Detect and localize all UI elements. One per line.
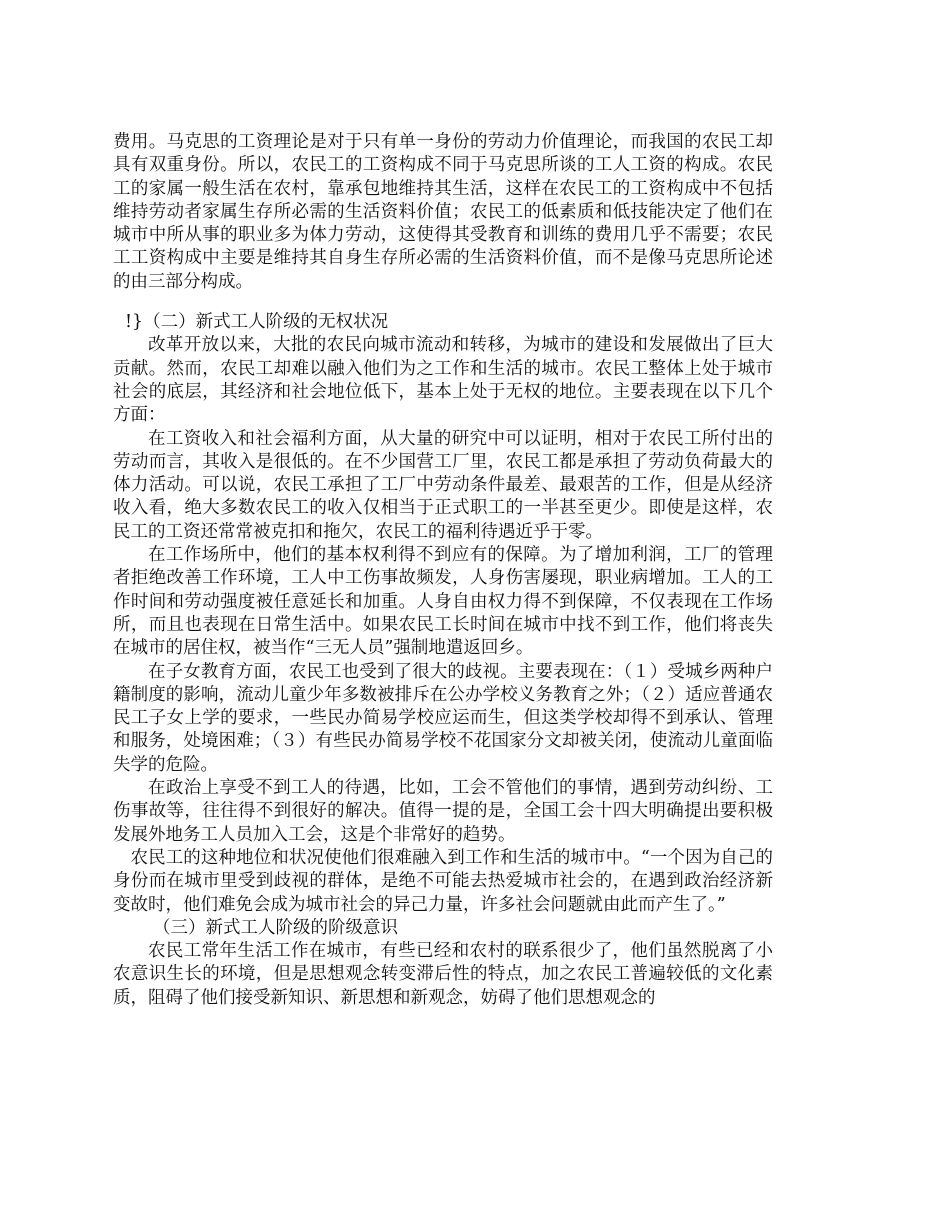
paragraph-wage-theory: 费用。马克思的工资理论是对于只有单一身份的劳动力价值理论，而我国的农民工却具有双重身份。所以，农民工的工资构成不同于马克思所谈的工人工资的构成。农民工的家属一般生活在农村，靠承包地维持其生活，这样在农民工的工资构成中不包括维持劳动者家属生存所必需的生活资料价值；农民工的低素质和低技能决定了他们在城市中所从事的职业多为体力劳动，这使得其受教育和训练的费用几乎不需要；农民工工资构成中主要是维持其自身生存所必需的生活资料价值，而不是像马克思所论述的由三部分构成。 [113, 132, 773, 292]
paragraph-workplace: 在工作场所中，他们的基本权利得不到应有的保障。为了增加利润，工厂的管理者拒绝改善工作环境，工人中工伤事故频发，人身伤害屡现，职业病增加。工人的工作时间和劳动强度被任意延长和加重。人身自由权力得不到保障，不仅表现在工作场所，而且也表现在日常生活中。如果农民工长时间在城市中找不到工作，他们将丧失在城市的居住权，被当作“三无人员”强制地遣返回乡。 [113, 545, 773, 659]
paragraph-child-education: 在子女教育方面，农民工也受到了很大的歧视。主要表现在：（１）受城乡两种户籍制度的影响，流动儿童少年多数被排斥在公办学校义务教育之外；（２）适应普通农民工子女上学的要求，一些民办简易学校应运而生，但这类学校却得不到承认、管理和服务，处境困难；（３）有些民办简易学校不花国家分文却被关闭，使流动儿童面临失学的危险。 [113, 661, 773, 775]
section-heading-class-consciousness: （三）新式工人阶级的阶级意识 [153, 917, 398, 938]
paragraph-integration: 农民工的这种地位和状况使他们很难融入到工作和生活的城市中。“一个因为自己的身份而在城市里受到歧视的群体，是绝不可能去热爱城市社会的，在遇到政治经济新变故时，他们难免会成为城市社会的异己力量，许多社会问题就由此而产生了。” [113, 847, 773, 915]
paragraph-peasant-consciousness: 农民工常年生活工作在城市，有些已经和农村的联系很少了，他们虽然脱离了小农意识生长的环境，但是思想观念转变滞后性的特点，加之农民工普遍较低的文化素质，阻碍了他们接受新知识、新思想和新观念，妨碍了他们思想观念的 [113, 941, 773, 1008]
section-heading-powerless: !}（二）新式工人阶级的无权状况 [125, 312, 389, 333]
paragraph-politics: 在政治上享受不到工人的待遇，比如，工会不管他们的事情，遇到劳动纠纷、工伤事故等，往往得不到很好的解决。值得一提的是，全国工会十四大明确提出要积极发展外地务工人员加入工会，这是个非常好的趋势。 [113, 778, 773, 845]
document-body [113, 131, 773, 1010]
paragraph-reform-intro: 改革开放以来，大批的农民向城市流动和转移，为城市的建设和发展做出了巨大贡献。然而，农民工却难以融入他们为之工作和生活的城市。农民工整体上处于城市社会的底层，其经济和社会地位低下，基本上处于无权的地位。主要表现在以下几个方面： [113, 335, 773, 426]
paragraph-wages-welfare: 在工资收入和社会福利方面，从大量的研究中可以证明，相对于农民工所付出的劳动而言，其收入是很低的。在不少国营工厂里，农民工都是承担了劳动负荷最大的体力活动。可以说，农民工承担了工厂中劳动条件最差、最艰苦的工作，但是从经济收入看，绝大多数农民工的收入仅相当于正式职工的一半甚至更少。即使是这样，农民工的工资还常常被克扣和拖欠，农民工的福利待遇近乎于零。 [113, 428, 773, 542]
